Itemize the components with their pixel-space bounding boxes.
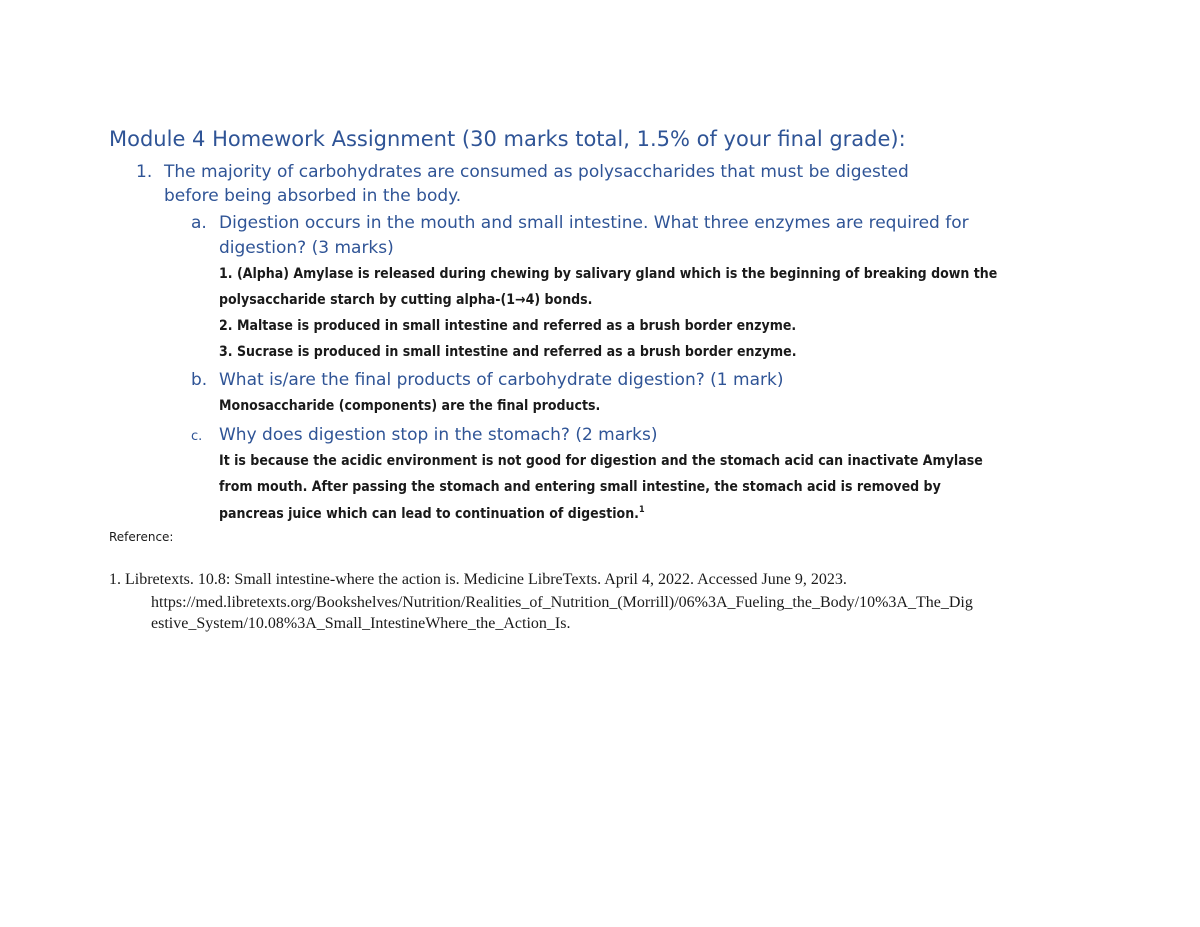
reference-url-line-1[interactable]: https://med.libretexts.org/Bookshelves/Nutrition/Realities_of_Nutrition_(Morrill)/06%3A_Fueling_the_Body/10%3A_The_Dig bbox=[151, 594, 973, 611]
arrow-icon: → bbox=[515, 292, 526, 308]
reference-label: Reference: bbox=[109, 530, 174, 544]
part-c-answer-line-3-text: pancreas juice which can lead to continuation of digestion. bbox=[219, 506, 639, 522]
part-b-question: What is/are the final products of carbohydrate digestion? (1 mark) bbox=[219, 370, 784, 390]
part-c-answer-line-1: It is because the acidic environment is not good for digestion and the stomach acid can inactivate Amylase bbox=[219, 453, 983, 469]
part-b-answer: Monosaccharide (components) are the final products. bbox=[219, 398, 601, 414]
reference-url-line-2[interactable]: estive_System/10.08%3A_Small_IntestineWhere_the_Action_Is. bbox=[151, 615, 571, 632]
part-a-answer-2: 2. Maltase is produced in small intestine and referred as a brush border enzyme. bbox=[219, 318, 797, 334]
question-1-line-2: before being absorbed in the body. bbox=[164, 186, 462, 206]
question-1-number: 1. bbox=[136, 162, 153, 182]
part-a-letter: a. bbox=[191, 213, 207, 233]
part-a-answer-1-continued bbox=[219, 292, 592, 308]
part-c-answer-line-3 bbox=[219, 505, 645, 522]
question-1-line-1: The majority of carbohydrates are consumed as polysaccharides that must be digested bbox=[164, 162, 909, 182]
part-b-letter: b. bbox=[191, 370, 208, 390]
part-a-question-line-1: Digestion occurs in the mouth and small intestine. What three enzymes are required for bbox=[219, 213, 969, 233]
reference-line-1: 1. Libretexts. 10.8: Small intestine-where the action is. Medicine LibreTexts. April 4, 2022. Accessed June 9, 2023. bbox=[109, 571, 847, 588]
part-a-answer-1-end: 4) bonds. bbox=[525, 292, 593, 308]
part-c-question: Why does digestion stop in the stomach? (2 marks) bbox=[219, 425, 658, 445]
part-a-answer-3: 3. Sucrase is produced in small intestine and referred as a brush border enzyme. bbox=[219, 344, 797, 360]
part-a-answer-1: 1. (Alpha) Amylase is released during chewing by salivary gland which is the beginning of breaking down the bbox=[219, 266, 998, 282]
assignment-title: Module 4 Homework Assignment (30 marks total, 1.5% of your final grade): bbox=[109, 127, 906, 151]
part-a-answer-1-text: polysaccharide starch by cutting alpha-(1 bbox=[219, 292, 516, 308]
part-c-answer-line-2: from mouth. After passing the stomach and entering small intestine, the stomach acid is removed by bbox=[219, 479, 941, 495]
part-a-question-line-2: digestion? (3 marks) bbox=[219, 238, 394, 258]
footnote-marker: 1 bbox=[638, 505, 645, 515]
part-c-letter: c. bbox=[191, 429, 203, 444]
